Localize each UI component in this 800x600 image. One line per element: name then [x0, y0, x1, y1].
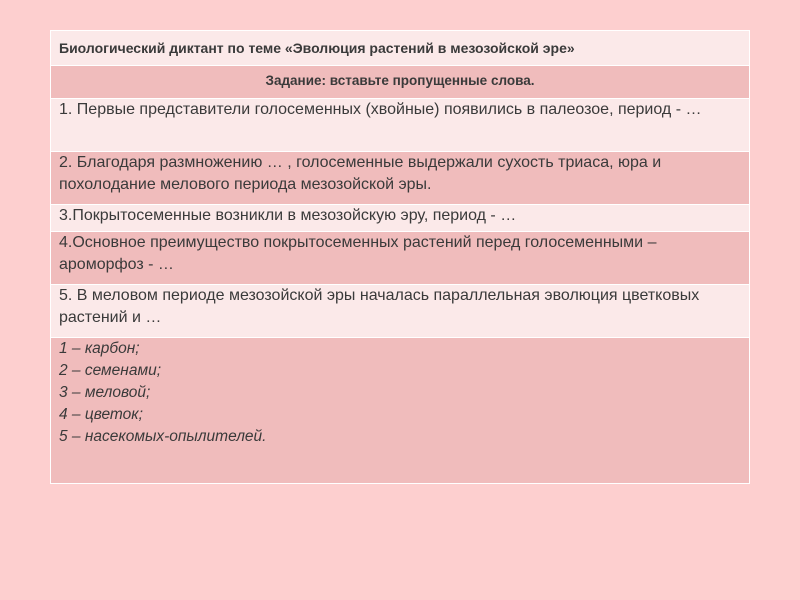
answer-2: 2 – семенами;: [59, 362, 161, 379]
answer-key: [51, 338, 750, 484]
dictation-table: [50, 30, 750, 484]
answers-row: [51, 338, 750, 484]
question-4: 4.Основное преимущество покрытосеменных растений перед голосеменными – ароморфоз - …: [51, 232, 750, 285]
question-row-1: [51, 99, 750, 152]
task-row: [51, 66, 750, 99]
question-3: 3.Покрытосеменные возникли в мезозойскую эру, период - …: [51, 205, 750, 232]
question-5: 5. В меловом периоде мезозойской эры началась параллельная эволюция цветковых растений и …: [51, 285, 750, 338]
question-1: 1. Первые представители голосеменных (хвойные) появились в палеозое, период - …: [51, 99, 750, 152]
question-2: 2. Благодаря размножению … , голосеменные выдержали сухость триаса, юра и похолодание мелового периода мезозойской эры.: [51, 152, 750, 205]
answer-3: 3 – меловой;: [59, 384, 151, 401]
question-row-4: [51, 232, 750, 285]
question-row-2: [51, 152, 750, 205]
answer-4: 4 – цветок;: [59, 406, 143, 423]
dictation-title: Биологический диктант по теме «Эволюция растений в мезозойской эре»: [51, 31, 750, 66]
question-row-3: [51, 205, 750, 232]
task-instruction: Задание: вставьте пропущенные слова.: [51, 66, 750, 99]
question-row-5: [51, 285, 750, 338]
answer-1: 1 – карбон;: [59, 340, 140, 357]
title-row: [51, 31, 750, 66]
answer-5: 5 – насекомых-опылителей.: [59, 428, 267, 445]
